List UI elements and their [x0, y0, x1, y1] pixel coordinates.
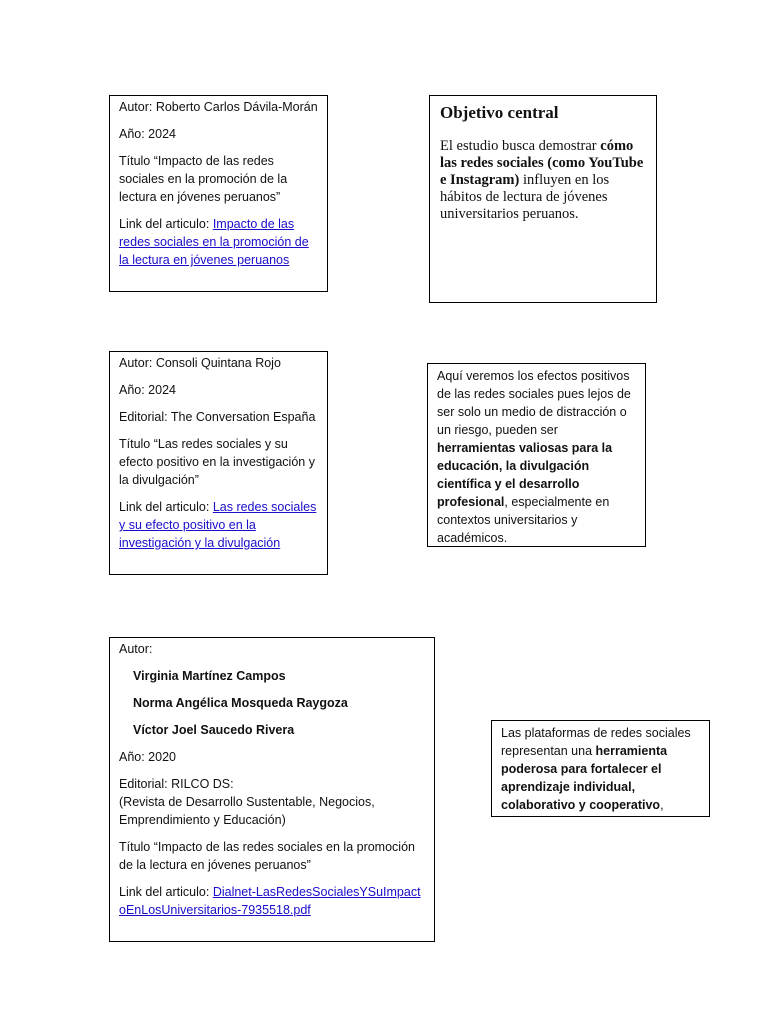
plataformas-text [501, 724, 700, 814]
card3-author-1-name: Virginia Martínez Campos [133, 669, 286, 683]
plataformas-text-after: , [660, 798, 664, 812]
card2-article-link[interactable]: Las redes sociales y su efecto positivo en la investigación y la divulgación [119, 500, 317, 550]
objetivo-text-after: influyen en los hábitos de lectura de jóvenes universitarios peruanos. [440, 172, 610, 222]
plataformas-text-bold: herramienta poderosa para fortalecer el aprendizaje individual, colaborativo y cooperativo [501, 744, 668, 812]
objetivo-text [440, 138, 646, 223]
card2-titulo: Título “Las redes sociales y su efecto positivo en la investigación y la divulgación” [119, 437, 315, 487]
card3-titulo: Título “Impacto de las redes sociales en la promoción de la lectura en jóvenes peruanos” [119, 840, 415, 872]
reference-card-1 [109, 95, 328, 292]
plataformas-box [491, 720, 710, 817]
card1-link-row [119, 215, 318, 269]
efectos-text-before: Aquí veremos los efectos positivos de las redes sociales pues lejos de ser solo un medio de distracción o un riesgo, pueden ser [437, 369, 631, 437]
objetivo-title: Objetivo central [440, 103, 559, 122]
card3-author-3-name: Víctor Joel Saucedo Rivera [133, 723, 295, 737]
reference-card-3 [109, 637, 435, 942]
card3-author-1 [119, 667, 425, 685]
card2-editorial: Editorial: The Conversation España [119, 410, 316, 424]
efectos-text-after: , especialmente en contextos universitarios y académicos. [437, 495, 610, 545]
card1-article-link[interactable]: Impacto de las redes sociales en la promoción de la lectura en jóvenes peruanos [119, 217, 309, 267]
card3-link-label: Link del articulo: [119, 885, 213, 899]
objetivo-text-bold: cómo las redes sociales (como YouTube e Instagram) [440, 138, 644, 188]
card2-link-row [119, 498, 318, 552]
card3-article-link[interactable]: Dialnet-LasRedesSocialesYSuImpactoEnLosUniversitarios-7935518.pdf [119, 885, 421, 917]
objetivo-central-box [429, 95, 657, 303]
card3-editorial [119, 775, 425, 829]
efectos-text [437, 367, 636, 547]
card3-autor-label: Autor: [119, 642, 153, 656]
efectos-text-bold: herramientas valiosas para la educación, la divulgación científica y el desarrollo profesional [437, 441, 613, 509]
reference-card-2 [109, 351, 328, 575]
card2-anio: Año: 2024 [119, 383, 176, 397]
card3-editorial-line2: (Revista de Desarrollo Sustentable, Negocios, Emprendimiento y Educación) [119, 795, 375, 827]
card3-link-row [119, 883, 425, 919]
card2-autor: Autor: Consoli Quintana Rojo [119, 356, 281, 370]
card1-link-label: Link del articulo: [119, 217, 213, 231]
card3-anio: Año: 2020 [119, 750, 176, 764]
card3-author-2 [119, 694, 425, 712]
card3-author-3 [119, 721, 425, 739]
card1-titulo: Título “Impacto de las redes sociales en la promoción de la lectura en jóvenes peruanos” [119, 154, 288, 204]
card1-autor: Autor: Roberto Carlos Dávila-Morán [119, 100, 318, 114]
card3-author-2-name: Norma Angélica Mosqueda Raygoza [133, 696, 348, 710]
card2-link-label: Link del articulo: [119, 500, 213, 514]
objetivo-text-before: El estudio busca demostrar [440, 138, 601, 154]
card3-editorial-line1: Editorial: RILCO DS: [119, 777, 234, 791]
efectos-box [427, 363, 646, 547]
plataformas-text-before: Las plataformas de redes sociales representan una [501, 726, 691, 758]
card1-anio: Año: 2024 [119, 127, 176, 141]
